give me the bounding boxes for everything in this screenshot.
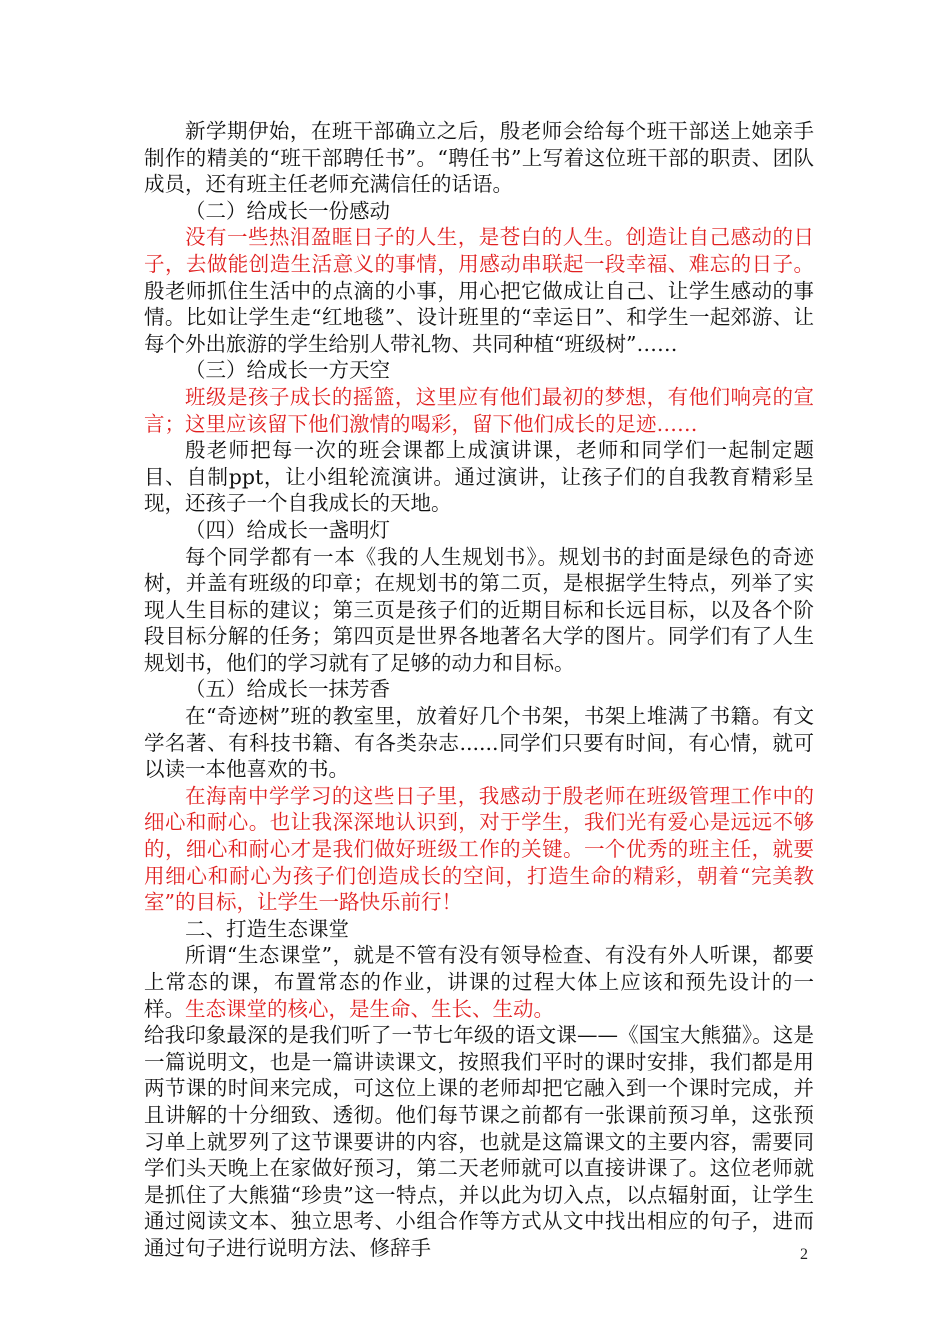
paragraph-bookshelf: 在“奇迹树”班的教室里，放着好几个书架，书架上堆满了书籍。有文学名著、有科技书籍、有各类杂志......同学们只要有时间，有心情，就可以读一本他喜欢的书。 — [144, 704, 814, 782]
heading-fragrance: （五）给成长一抹芳香 — [185, 677, 390, 702]
quote-eco-core: 生态课堂的核心，是生命、生长、生动。 — [185, 996, 554, 1021]
page-number: 2 — [800, 1246, 808, 1263]
heading-sky: （三）给成长一方天空 — [185, 358, 390, 383]
heading-touch: （二）给成长一份感动 — [185, 198, 390, 223]
paragraph-appointment-letter: 新学期伊始，在班干部确立之后，殷老师会给每个班干部送上她亲手制作的精美的“班干部聘任书”。“聘任书”上写着这位班干部的职责、团队成员，还有班主任老师充满信任的话语。 — [144, 119, 814, 197]
paragraph-eco-classroom-body: 所谓“生态课堂”，就是不管有没有领导检查、有没有外人听课，都要上常态的课，布置常态的作业，讲课的过程大体上应该和预先设计的一样。 — [144, 943, 814, 1021]
paragraph-speech-class: 殷老师把每一次的班会课都上成演讲课，老师和同学们一起制定题目、自制ppt，让小组轮流演讲。通过演讲，让孩子们的自我教育精彩呈现，还孩子一个自我成长的天地。 — [144, 438, 814, 516]
paragraph-life-plan: 每个同学都有一本《我的人生规划书》。规划书的封面是绿色的奇迹树，并盖有班级的印章；在规划书的第二页，是根据学生特点，列举了实现人生目标的建议；第三页是孩子们的近期目标和长远目标，以及各个阶段目标分解的任务；第四页是世界各地著名大学的图片。同学们有了人生规划书，他们的学习就有了足够的动力和目标。 — [144, 544, 814, 675]
heading-eco-classroom: 二、打造生态课堂 — [185, 916, 349, 941]
paragraph-eco-classroom — [144, 942, 814, 1022]
paragraph-touch-body: 殷老师抓住生活中的点滴的小事，用心把它做成让自己、让学生感动的事情。比如让学生走“红地毯”、设计班里的“幸运日”、和学生一起郊游、让每个外出旅游的学生给别人带礼物、共同种植“班级树”…… — [144, 278, 814, 356]
quote-touch: 没有一些热泪盈眶日子的人生，是苍白的人生。创造让自己感动的日子，去做能创造生活意义的事情，用感动串联起一段幸福、难忘的日子。 — [144, 225, 814, 276]
paragraph-touch — [144, 224, 814, 357]
document-body — [144, 118, 814, 1262]
paragraph-panda-lesson: 给我印象最深的是我们听了一节七年级的语文课——《国宝大熊猫》。这是一篇说明文，也是一篇讲读课文，按照我们平时的课时安排，我们都是用两节课的时间来完成，可这位上课的老师却把它融入到一个课时完成，并且讲解的十分细致、透彻。他们每节课之前都有一张课前预习单，这张预习单上就罗列了这节课要讲的内容，也就是这篇课文的主要内容，需要同学们头天晚上在家做好预习，第二天老师就可以直接讲课了。这位老师就是抓住了大熊猫“珍贵”这一特点，并以此为切入点，以点辐射面，让学生通过阅读文本、独立思考、小组合作等方式从文中找出相应的句子，进而通过句子进行说明方法、修辞手 — [144, 1023, 814, 1260]
heading-lamp: （四）给成长一盏明灯 — [185, 517, 390, 542]
paragraph-reflection: 在海南中学学习的这些日子里，我感动于殷老师在班级管理工作中的细心和耐心。也让我深深地认识到，对于学生，我们光有爱心是远远不够的，细心和耐心才是我们做好班级工作的关键。一个优秀的班主任，就要用细心和耐心为孩子们创造成长的空间，打造生命的精彩，朝着“完美教室”的目标，让学生一路快乐前行！ — [144, 783, 814, 915]
quote-sky: 班级是孩子成长的摇篮，这里应有他们最初的梦想，有他们响亮的宣言；这里应该留下他们激情的喝彩，留下他们成长的足迹…… — [144, 384, 814, 436]
